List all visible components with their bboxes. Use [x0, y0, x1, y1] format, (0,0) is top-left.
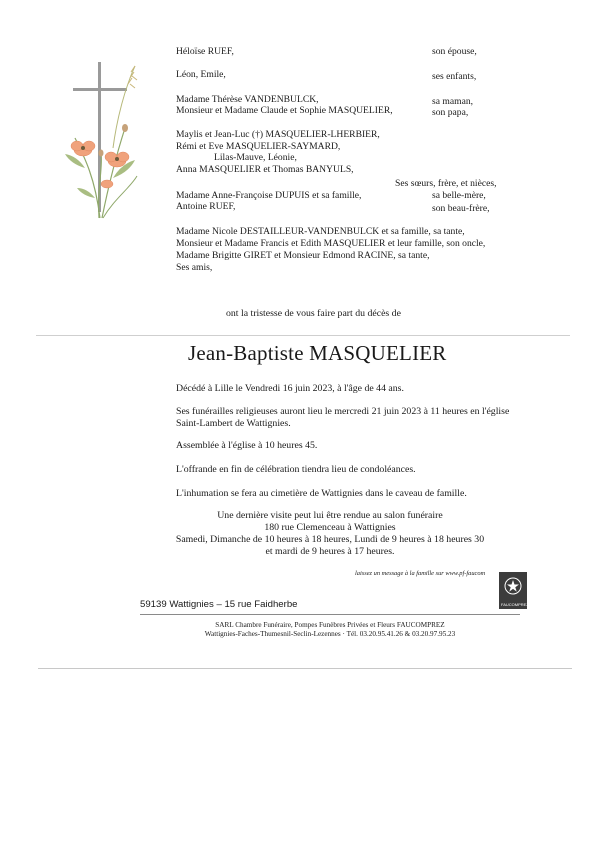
visit-line: 180 rue Clemenceau à Wattignies	[264, 522, 396, 533]
family-relation: son papa,	[432, 107, 469, 118]
assembly-info: Assemblée à l'église à 10 heures 45.	[176, 440, 318, 451]
funeral-home-logo	[499, 572, 527, 609]
family-name: Lilas-Mauve, Léonie,	[214, 152, 297, 163]
family-relation: son épouse,	[432, 46, 477, 57]
funeral-home-line2: Wattignies-Faches-Thumesnil-Seclin-Lezennes · Tél. 03.20.95.41.26 & 03.20.97.95.23	[204, 630, 456, 638]
message-note: laissez un message à la famille sur www.pf-faucom	[355, 570, 486, 577]
family-name: Madame Nicole DESTAILLEUR-VANDENBULCK et sa famille, sa tante,	[176, 226, 465, 237]
family-relation: sa belle-mère,	[432, 190, 486, 201]
family-name: Anna MASQUELIER et Thomas BANYULS,	[176, 164, 354, 175]
funeral-info-line2: Saint-Lambert de Wattignies.	[176, 418, 291, 429]
family-name: Maylis et Jean-Luc (†) MASQUELIER-LHERBIER,	[176, 129, 380, 140]
visit-line: Une dernière visite peut lui être rendue au salon funéraire	[217, 510, 443, 521]
family-name: Madame Anne-Françoise DUPUIS et sa famille,	[176, 190, 362, 201]
family-relation: ses enfants,	[432, 71, 477, 82]
funeral-home-line1: SARL Chambre Funéraire, Pompes Funèbres Privées et Fleurs FAUCOMPREZ	[215, 621, 445, 629]
family-name: Madame Brigitte GIRET et Monsieur Edmond RACINE, sa tante,	[176, 250, 430, 261]
family-name: Ses amis,	[176, 262, 213, 273]
family-relation: sa maman,	[432, 96, 474, 107]
announcement-text: ont la tristesse de vous faire part du décès de	[226, 308, 401, 319]
visit-line: Samedi, Dimanche de 10 heures à 18 heures, Lundi de 9 heures à 18 heures 30	[175, 534, 485, 545]
divider	[140, 614, 520, 615]
star-emblem-icon	[499, 574, 527, 598]
family-name: Rémi et Eve MASQUELIER-SAYMARD,	[176, 141, 341, 152]
death-info: Décédé à Lille le Vendredi 16 juin 2023, à l'âge de 44 ans.	[176, 383, 404, 394]
funeral-info-line1: Ses funérailles religieuses auront lieu le mercredi 21 juin 2023 à 11 heures en l'église	[176, 406, 510, 417]
family-relation: Ses sœurs, frère, et nièces,	[395, 178, 497, 189]
address: 59139 Wattignies – 15 rue Faidherbe	[140, 599, 298, 610]
family-name: Monsieur et Madame Francis et Edith MASQUELIER et leur famille, son oncle,	[176, 238, 486, 249]
family-name: Héloïse RUEF,	[176, 46, 234, 57]
family-relation: son beau-frère,	[432, 203, 490, 214]
family-name: Léon, Emile,	[176, 69, 226, 80]
divider	[36, 335, 570, 336]
family-name: Antoine RUEF,	[176, 201, 236, 212]
logo-text: FAUCOMPREZ	[501, 602, 529, 607]
burial-info: L'inhumation se fera au cimetière de Wattignies dans le caveau de famille.	[176, 488, 467, 499]
divider	[38, 668, 572, 669]
deceased-name: Jean-Baptiste MASQUELIER	[188, 341, 447, 365]
visit-line: et mardi de 9 heures à 17 heures.	[265, 546, 395, 557]
offering-info: L'offrande en fin de célébration tiendra lieu de condoléances.	[176, 464, 416, 475]
cross-flower-illustration	[55, 58, 150, 223]
family-name: Madame Thérèse VANDENBULCK,	[176, 94, 319, 105]
family-name: Monsieur et Madame Claude et Sophie MASQUELIER,	[176, 105, 393, 116]
